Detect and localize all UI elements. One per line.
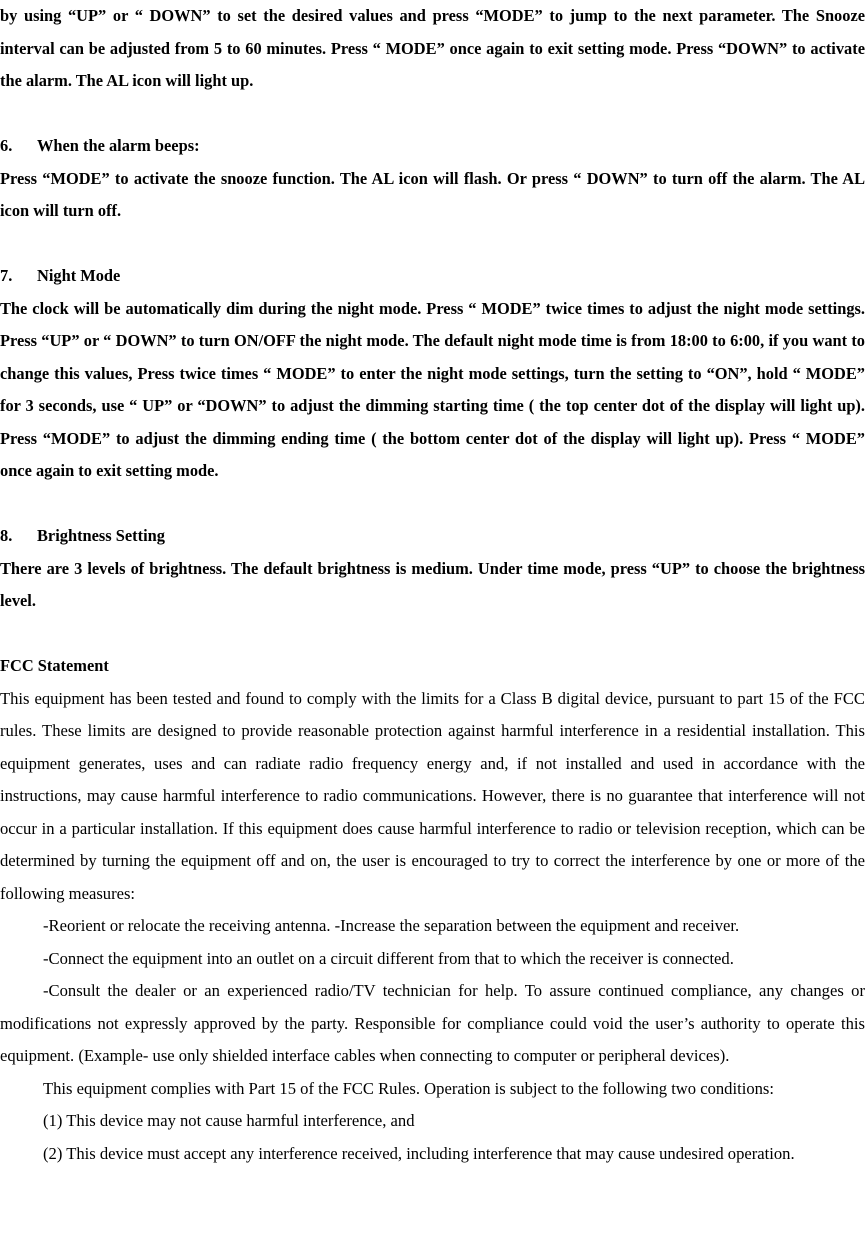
spacer (0, 618, 865, 651)
section-6-title: When the alarm beeps: (37, 136, 200, 155)
fcc-compliance-statement: This equipment complies with Part 15 of the FCC Rules. Operation is subject to the following two conditions: (43, 1078, 774, 1098)
section-7-heading (0, 260, 865, 293)
spacer (0, 488, 865, 521)
alarm-setting-paragraph: by using “UP” or “ DOWN” to set the desired values and press “MODE” to jump to the next parameter. The Snooze interval can be adjusted from 5 to 60 minutes. Press “ MODE” once again to exit setting mode. Press “DOWN” to activate the alarm. The AL icon will light up. (0, 6, 865, 90)
fcc-measure-reorient: -Reorient or relocate the receiving antenna. -Increase the separation between the equipment and receiver. (43, 916, 740, 935)
section-7-body: The clock will be automatically dim during the night mode. Press “ MODE” twice times to adjust the night mode settings. Press “UP” or “ DOWN” to turn ON/OFF the night mode. The default night mode time is from 18:00 to 6:00, if you want to change this values, Press twice times “ MODE” to enter the night mode settings, turn the setting to “ON”, hold “ MODE” for 3 seconds, use “ UP” or “DOWN” to adjust the dimming starting time ( the top center dot of the display will light up). Press “MODE” to adjust the dimming ending time ( the bottom center dot of the display will light up). Press “ MODE” once again to exit setting mode. (0, 298, 865, 480)
spacer (0, 228, 865, 261)
section-7-number: 7. (0, 266, 13, 285)
fcc-condition-1: (1) This device may not cause harmful interference, and (43, 1111, 415, 1130)
fcc-condition-2: (2) This device must accept any interference received, including interference that may cause undesired operation. (43, 1143, 795, 1163)
section-6-heading (0, 130, 865, 163)
section-6-number: 6. (0, 136, 13, 155)
fcc-statement-heading: FCC Statement (0, 656, 109, 675)
section-8-heading (0, 520, 865, 553)
section-7-title: Night Mode (37, 266, 121, 285)
section-8-number: 8. (0, 526, 13, 545)
spacer (0, 98, 865, 131)
fcc-measure-consult: -Consult the dealer or an experienced radio/TV technician for help. To assure continued compliance, any changes or modifications not expressly approved by the party. Responsible for compliance could void the user’s authority to operate this equipment. (Example- use only shielded interface cables when connecting to computer or peripheral devices). (0, 981, 865, 1065)
section-6-body: Press “MODE” to activate the snooze function. The AL icon will flash. Or press “ DOWN” to turn off the alarm. The AL icon will turn off. (0, 168, 865, 220)
fcc-paragraph: This equipment has been tested and found to comply with the limits for a Class B digital device, pursuant to part 15 of the FCC rules. These limits are designed to provide reasonable protection against harmful interference in a residential installation. This equipment generates, uses and can radiate radio frequency energy and, if not installed and used in accordance with the instructions, may cause harmful interference to radio communications. However, there is no guarantee that interference will not occur in a particular installation. If this equipment does cause harmful interference to radio or television reception, which can be determined by turning the equipment off and on, the user is encouraged to try to correct the interference by one or more of the following measures: (0, 688, 865, 903)
section-8-title: Brightness Setting (37, 526, 165, 545)
fcc-measure-connect: -Connect the equipment into an outlet on a circuit different from that to which the receiver is connected. (43, 948, 734, 968)
section-8-body: There are 3 levels of brightness. The default brightness is medium. Under time mode, press “UP” to choose the brightness level. (0, 558, 865, 610)
